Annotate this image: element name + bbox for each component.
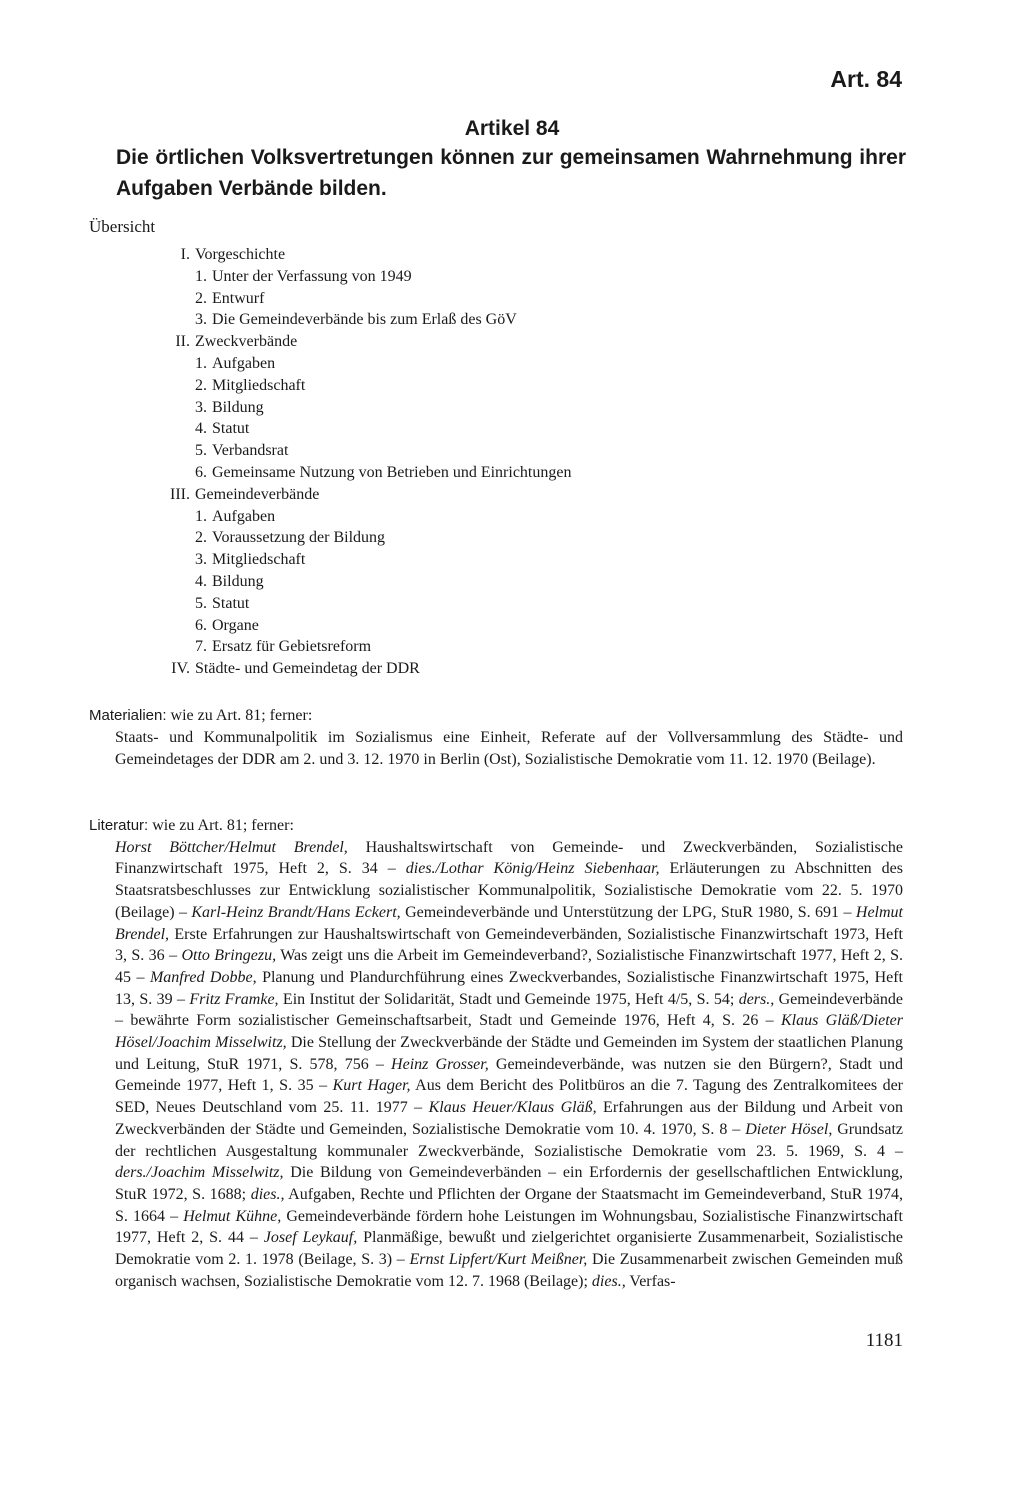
materials-label: Materialien: bbox=[89, 707, 167, 724]
toc-item bbox=[140, 288, 571, 310]
toc-item-text: Verbandsrat bbox=[212, 442, 289, 460]
literature-entry-text: Erste Erfahrungen zur Haushaltswirtschaft von Gemeindeverbänden, Sozialistische Finanzwirtschaft 1973, Heft 3, S. 36 – bbox=[115, 925, 903, 965]
literature-entry-text: Haushaltswirtschaft von Gemeinde- und Zweckverbänden, Sozialistische Finanzwirtschaft 1975, Heft 2, S. 34 – bbox=[115, 838, 903, 878]
literature-author: dies., bbox=[250, 1185, 285, 1203]
toc-item-text: Zweckverbände bbox=[195, 333, 298, 351]
toc-item bbox=[140, 309, 571, 331]
toc-item-number: 6. bbox=[195, 616, 207, 634]
literature-label: Literatur: bbox=[89, 817, 149, 834]
table-of-contents bbox=[140, 244, 571, 680]
article-title: Artikel 84 bbox=[464, 117, 560, 140]
literature-entry-text: Die Zusammenarbeit zwischen Gemeinden muß organisch wachsen, Sozialistische Demokratie vom 12. 7. 1968 (Beilage); bbox=[115, 1251, 904, 1290]
toc-item bbox=[140, 571, 571, 593]
literature-author: Karl-Heinz Brandt/Hans Eckert, bbox=[191, 903, 401, 921]
toc-item-number: 3. bbox=[195, 398, 207, 416]
toc-item bbox=[140, 440, 571, 462]
toc-item-text: Bildung bbox=[212, 572, 264, 590]
literature-entry-text: Was zeigt uns die Arbeit im Gemeindeverband?, Sozialistische Finanzwirtschaft 1977, Heft 2, S. 45 – bbox=[115, 947, 904, 986]
literature-heading bbox=[89, 815, 903, 837]
toc-item bbox=[140, 418, 571, 440]
toc-item bbox=[140, 593, 571, 615]
toc-item bbox=[140, 375, 571, 397]
toc-item-text: Unter der Verfassung von 1949 bbox=[212, 267, 412, 285]
toc-item-text: Organe bbox=[212, 616, 259, 634]
literature-entry-text: Gemeindeverbände und Unterstützung der LPG, StuR 1980, S. 691 – bbox=[400, 903, 856, 921]
toc-item-number: 2. bbox=[195, 289, 207, 307]
literature-entry-text: Gemeindeverbände fördern hohe Leistungen im Wohnungsbau, Sozialistische Finanzwirtschaft 1977, Heft 2, S. 44 – bbox=[115, 1207, 904, 1247]
literature-entry-text: Erläuterungen zu Abschnitten des Staatsratsbeschlusses zur Entwicklung sozialistischer Kommunalpolitik, Sozialistische Demokratie vom 22. 5. 1970 (Beilage) – bbox=[115, 860, 903, 921]
toc-item bbox=[140, 527, 571, 549]
toc-item bbox=[140, 397, 571, 419]
literature-entry-text: Gemeindeverbände, was nutzen sie den Bürgern?, Stadt und Gemeinde 1977, Heft 1, S. 35 – bbox=[115, 1055, 904, 1095]
toc-item-number: 1. bbox=[195, 354, 207, 372]
toc-item-number: 1. bbox=[195, 267, 207, 285]
toc-item bbox=[140, 549, 571, 571]
literature-author: ders., bbox=[738, 990, 775, 1008]
toc-item-number: 3. bbox=[195, 551, 207, 569]
materials-section bbox=[89, 705, 903, 771]
toc-item bbox=[140, 244, 571, 266]
toc-item-number: II. bbox=[175, 333, 190, 351]
toc-item-number: 5. bbox=[195, 442, 207, 460]
literature-author: dies./Lothar König/Heinz Siebenhaar, bbox=[405, 860, 660, 878]
article-text: Die örtlichen Volksvertretungen können zur gemeinsamen Wahrnehmung ihrer Aufgaben Verbände bilden. bbox=[116, 146, 906, 200]
literature-author: Manfred Dobbe, bbox=[149, 968, 257, 986]
literature-author: Fritz Framke, bbox=[189, 990, 279, 1008]
toc-item-text: Statut bbox=[212, 594, 250, 612]
literature-author: Klaus Heuer/Klaus Gläß, bbox=[428, 1099, 597, 1117]
toc-item-number: III. bbox=[170, 485, 190, 503]
literature-entry-text: Planung und Plandurchführung eines Zweckverbandes, Sozialistische Finanzwirtschaft 1975, Heft 13, S. 39 – bbox=[115, 968, 904, 1008]
literature-author: Klaus Gläß/Dieter Hösel/Joachim Misselwitz, bbox=[115, 1012, 903, 1052]
toc-item-number: I. bbox=[180, 246, 190, 263]
toc-item-text: Mitgliedschaft bbox=[212, 376, 306, 394]
toc-item-number: 2. bbox=[195, 529, 207, 547]
toc-item-number: 4. bbox=[195, 572, 207, 590]
toc-item-text: Mitgliedschaft bbox=[212, 551, 306, 569]
toc-item-number: 4. bbox=[195, 420, 207, 438]
toc-item-text: Aufgaben bbox=[212, 354, 276, 372]
toc-item-text: Aufgaben bbox=[212, 507, 276, 525]
toc-item-text: Voraussetzung der Bildung bbox=[212, 529, 386, 547]
literature-author: ders./Joachim Misselwitz, bbox=[115, 1164, 284, 1182]
toc-item-text: Gemeinsame Nutzung von Betrieben und Einrichtungen bbox=[212, 463, 572, 481]
literature-entry-text: Aus dem Bericht des Politbüros an die 7. Tagung des Zentralkomitees der SED, Neues Deutschland vom 25. 11. 1977 – bbox=[115, 1077, 904, 1117]
materials-text: Staats- und Kommunalpolitik im Sozialismus eine Einheit, Referate auf der Vollversammlung des Städte- und Gemeindetages der DDR am 2. und 3. 12. 1970 in Berlin (Ost), Sozialistische Demokratie vom 11. 12. 1970 (Beilage). bbox=[115, 729, 903, 768]
toc-item-text: Städte- und Gemeindetag der DDR bbox=[195, 660, 420, 678]
toc-item-text: Gemeindeverbände bbox=[195, 485, 320, 503]
running-head: Art. 84 bbox=[830, 66, 902, 92]
literature-section bbox=[89, 815, 903, 1292]
overview-label: Übersicht bbox=[89, 217, 156, 236]
toc-item bbox=[140, 462, 571, 484]
toc-item bbox=[140, 484, 571, 506]
toc-item-text: Statut bbox=[212, 420, 250, 438]
toc-item bbox=[140, 615, 571, 637]
toc-item bbox=[140, 353, 571, 375]
literature-list bbox=[89, 837, 903, 1293]
materials-intro: wie zu Art. 81; ferner: bbox=[166, 707, 313, 724]
toc-item-number: 1. bbox=[195, 507, 207, 525]
literature-entry-text: Verfas- bbox=[625, 1272, 676, 1290]
toc-item-number: 6. bbox=[195, 463, 207, 481]
literature-author: Dieter Hösel, bbox=[745, 1120, 833, 1138]
toc-item bbox=[140, 658, 571, 680]
toc-item-text: Bildung bbox=[212, 398, 264, 416]
toc-item-number: 2. bbox=[195, 376, 207, 394]
literature-author: Heinz Grosser, bbox=[391, 1055, 489, 1073]
literature-intro: wie zu Art. 81; ferner: bbox=[148, 817, 294, 834]
toc-item bbox=[140, 331, 571, 353]
literature-author: Horst Böttcher/Helmut Brendel, bbox=[115, 838, 348, 856]
toc-item-text: Die Gemeindeverbände bis zum Erlaß des GöV bbox=[212, 311, 517, 329]
toc-item bbox=[140, 266, 571, 288]
literature-author: Helmut Kühne, bbox=[183, 1207, 282, 1225]
literature-author: Kurt Hager, bbox=[332, 1077, 411, 1095]
literature-author: Ernst Lipfert/Kurt Meißner, bbox=[409, 1251, 588, 1269]
toc-item-text: Vorgeschichte bbox=[195, 246, 286, 263]
toc-item-number: 3. bbox=[195, 311, 207, 329]
page-number: 1181 bbox=[865, 1330, 903, 1351]
literature-entry-text: Aufgaben, Rechte und Pflichten der Organe der Staatsmacht im Gemeindeverband, StuR 1974, S. 1664 – bbox=[115, 1185, 903, 1225]
toc-item-number: IV. bbox=[171, 660, 190, 678]
literature-entry-text: Gemeindeverbände – bewährte Form sozialistischer Gemeinschaftsarbeit, Stadt und Gemeinde 1976, Heft 4, S. 26 – bbox=[115, 990, 904, 1030]
literature-entry-text: Die Bildung von Gemeindeverbänden – ein Erfordernis der gesellschaftlichen Entwicklung, StuR 1972, S. 1688; bbox=[115, 1164, 904, 1203]
literature-entry-text: Planmäßige, bewußt und zielgerichtet organisierte Zusammenarbeit, Sozialistische Demokratie vom 2. 1. 1978 (Beilage, S. 3) – bbox=[115, 1229, 904, 1269]
toc-item bbox=[140, 636, 571, 658]
toc-item bbox=[140, 506, 571, 528]
materials-heading bbox=[89, 705, 903, 727]
literature-author: Otto Bringezu, bbox=[181, 947, 277, 965]
literature-entry-text: Grundsatz der rechtlichen Ausgestaltung kommunaler Zweckverbände, Sozialistische Demokratie vom 23. 5. 1969, S. 4 – bbox=[115, 1120, 904, 1160]
literature-entry-text: Ein Institut der Solidarität, Stadt und Gemeinde 1975, Heft 4/5, S. 54; bbox=[278, 990, 739, 1008]
toc-item-number: 7. bbox=[195, 638, 207, 656]
literature-author: dies., bbox=[591, 1272, 626, 1290]
literature-entry-text: Die Stellung der Zweckverbände der Städte und Gemeinden im System der staatlichen Planung und Leitung, StuR 1971, S. 578, 756 – bbox=[115, 1034, 904, 1073]
toc-item-text: Entwurf bbox=[212, 289, 265, 307]
literature-author: Josef Leykauf, bbox=[263, 1229, 358, 1247]
toc-item-number: 5. bbox=[195, 594, 207, 612]
toc-item-text: Ersatz für Gebietsreform bbox=[212, 638, 372, 656]
literature-entry-text: Erfahrungen aus der Bildung und Arbeit von Zweckverbänden der Städte und Gemeinden, Sozialistische Demokratie vom 10. 4. 1970, S. 8 – bbox=[115, 1099, 903, 1138]
literature-author: Helmut Brendel, bbox=[115, 903, 903, 943]
